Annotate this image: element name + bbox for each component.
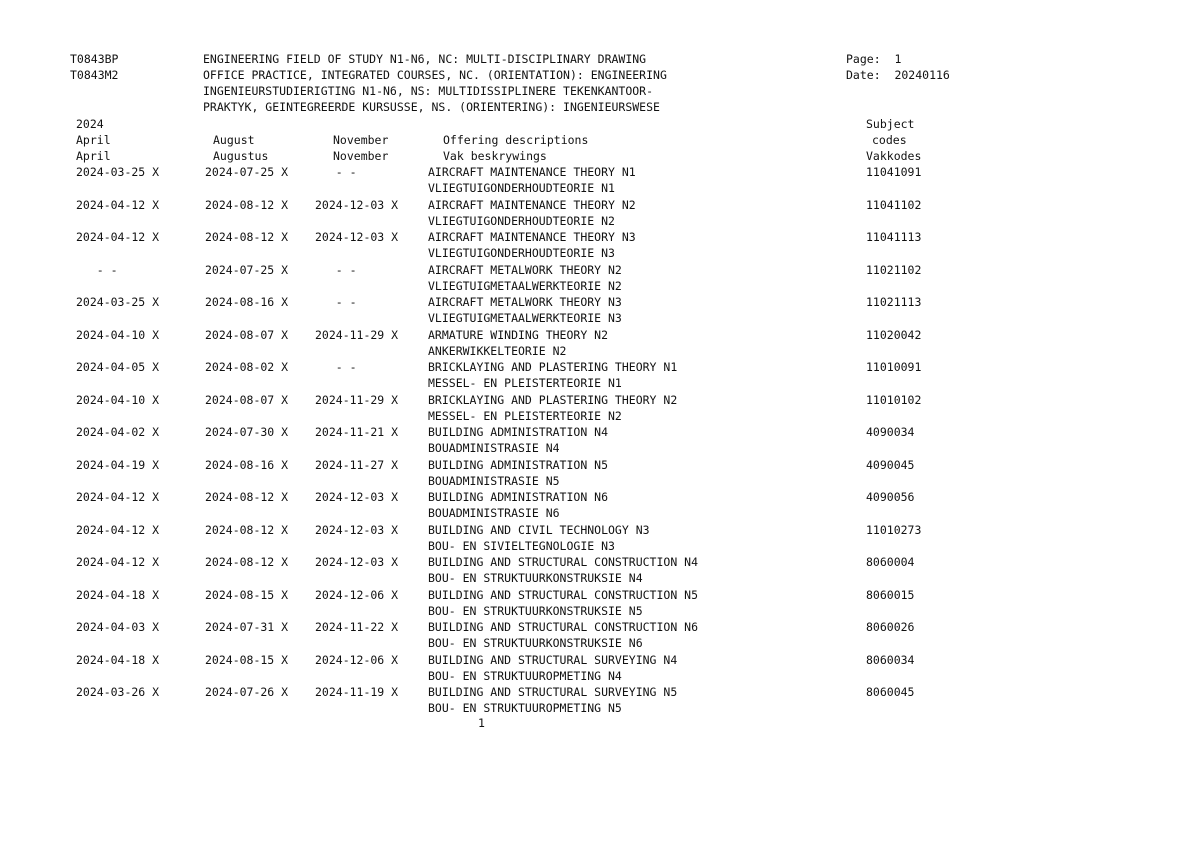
offering-description-af: BOU- EN STRUKTUUROPMETING N4 [428, 669, 622, 683]
april-date: - - [76, 263, 118, 277]
offering-description-af: BOU- EN STRUKTUURKONSTRUKSIE N5 [428, 604, 643, 618]
document-heading-line: INGENIEURSTUDIERIGTING N1-N6, NS: MULTIDISSIPLINERE TEKENKANTOOR- [203, 84, 654, 98]
august-date: 2024-08-15 X [205, 653, 289, 667]
april-date: 2024-03-25 X [76, 165, 160, 179]
subject-code: 8060045 [866, 685, 915, 699]
subject-code: 8060015 [866, 588, 915, 602]
offering-description: BUILDING AND CIVIL TECHNOLOGY N3 [428, 523, 650, 537]
april-date: 2024-04-12 X [76, 523, 160, 537]
november-date: 2024-11-19 X [315, 685, 399, 699]
subject-code: 11041091 [866, 165, 922, 179]
august-date: 2024-07-25 X [205, 263, 289, 277]
november-date: 2024-12-03 X [315, 555, 399, 569]
november-date: - - [315, 295, 357, 309]
april-date: 2024-04-19 X [76, 458, 160, 472]
subject-header: Subject [866, 117, 915, 131]
subject-code: 4090056 [866, 490, 915, 504]
november-date: 2024-12-06 X [315, 653, 399, 667]
subject-code: 11020042 [866, 328, 922, 342]
november-date: - - [315, 263, 357, 277]
subject-code: 8060004 [866, 555, 915, 569]
april-date: 2024-03-26 X [76, 685, 160, 699]
november-date: 2024-12-03 X [315, 523, 399, 537]
august-header-af: Augustus [213, 149, 269, 163]
august-date: 2024-08-07 X [205, 328, 289, 342]
offering-description-af: VLIEGTUIGONDERHOUDTEORIE N1 [428, 181, 615, 195]
offering-description: AIRCRAFT MAINTENANCE THEORY N2 [428, 198, 636, 212]
offering-description: BUILDING ADMINISTRATION N5 [428, 458, 609, 472]
subject-code: 11041113 [866, 230, 922, 244]
april-date: 2024-04-12 X [76, 230, 160, 244]
offering-description: BRICKLAYING AND PLASTERING THEORY N2 [428, 393, 678, 407]
subject-code: 8060026 [866, 620, 915, 634]
offering-description: AIRCRAFT MAINTENANCE THEORY N3 [428, 230, 636, 244]
august-header: August [213, 133, 255, 147]
offering-description: AIRCRAFT METALWORK THEORY N2 [428, 263, 622, 277]
august-date: 2024-08-15 X [205, 588, 289, 602]
august-date: 2024-08-12 X [205, 490, 289, 504]
november-date: - - [315, 360, 357, 374]
offering-description-af: MESSEL- EN PLEISTERTEORIE N1 [428, 376, 622, 390]
offering-description: BUILDING AND STRUCTURAL CONSTRUCTION N6 [428, 620, 699, 634]
subject-code: 11010273 [866, 523, 922, 537]
offering-description: BUILDING AND STRUCTURAL CONSTRUCTION N4 [428, 555, 699, 569]
november-header: November [333, 133, 389, 147]
offering-description: BUILDING AND STRUCTURAL SURVEYING N5 [428, 685, 678, 699]
april-date: 2024-04-05 X [76, 360, 160, 374]
offering-description: AIRCRAFT METALWORK THEORY N3 [428, 295, 622, 309]
offering-description-af: BOU- EN STRUKTUURKONSTRUKSIE N4 [428, 571, 643, 585]
april-date: 2024-04-02 X [76, 425, 160, 439]
august-date: 2024-07-25 X [205, 165, 289, 179]
offering-description: BRICKLAYING AND PLASTERING THEORY N1 [428, 360, 678, 374]
subject-code: 11041102 [866, 198, 922, 212]
codes-header-af: Vakkodes [866, 149, 922, 163]
august-date: 2024-08-02 X [205, 360, 289, 374]
offering-description: BUILDING ADMINISTRATION N6 [428, 490, 609, 504]
november-date: 2024-11-27 X [315, 458, 399, 472]
offering-description-af: BOU- EN STRUKTUUROPMETING N5 [428, 701, 622, 715]
april-date: 2024-04-18 X [76, 653, 160, 667]
april-header-af: April [76, 149, 111, 163]
august-date: 2024-08-16 X [205, 295, 289, 309]
subject-code: 4090034 [866, 425, 915, 439]
offering-description: BUILDING ADMINISTRATION N4 [428, 425, 609, 439]
offering-description: BUILDING AND STRUCTURAL SURVEYING N4 [428, 653, 678, 667]
april-date: 2024-03-25 X [76, 295, 160, 309]
april-date: 2024-04-12 X [76, 490, 160, 504]
offering-description: ARMATURE WINDING THEORY N2 [428, 328, 609, 342]
november-date: 2024-12-06 X [315, 588, 399, 602]
subject-code: 11021102 [866, 263, 922, 277]
august-date: 2024-07-31 X [205, 620, 289, 634]
april-header: April [76, 133, 111, 147]
offering-description: AIRCRAFT MAINTENANCE THEORY N1 [428, 165, 636, 179]
april-date: 2024-04-10 X [76, 393, 160, 407]
offering-description-af: BOU- EN SIVIELTEGNOLOGIE N3 [428, 539, 615, 553]
document-heading-line: OFFICE PRACTICE, INTEGRATED COURSES, NC. (ORIENTATION): ENGINEERING [203, 68, 667, 82]
november-date: 2024-11-29 X [315, 328, 399, 342]
april-date: 2024-04-03 X [76, 620, 160, 634]
subject-code: 8060034 [866, 653, 915, 667]
november-date: 2024-11-29 X [315, 393, 399, 407]
august-date: 2024-08-16 X [205, 458, 289, 472]
august-date: 2024-08-12 X [205, 555, 289, 569]
august-date: 2024-08-12 X [205, 523, 289, 537]
august-date: 2024-08-12 X [205, 230, 289, 244]
report-code: T0843M2 [70, 68, 119, 82]
offering-description-af: VLIEGTUIGONDERHOUDTEORIE N3 [428, 246, 615, 260]
november-date: 2024-12-03 X [315, 198, 399, 212]
november-date: 2024-12-03 X [315, 230, 399, 244]
description-header: Offering descriptions [443, 133, 589, 147]
subject-code: 4090045 [866, 458, 915, 472]
document-heading-line: PRAKTYK, GEINTEGREERDE KURSUSSE, NS. (ORIENTERING): INGENIEURSWESE [203, 100, 660, 114]
description-header-af: Vak beskrywings [443, 149, 547, 163]
offering-description-af: BOU- EN STRUKTUURKONSTRUKSIE N6 [428, 636, 643, 650]
april-date: 2024-04-18 X [76, 588, 160, 602]
november-date: 2024-12-03 X [315, 490, 399, 504]
offering-description-af: MESSEL- EN PLEISTERTEORIE N2 [428, 409, 622, 423]
august-date: 2024-08-12 X [205, 198, 289, 212]
april-date: 2024-04-10 X [76, 328, 160, 342]
report-code: T0843BP [70, 52, 119, 66]
august-date: 2024-07-30 X [205, 425, 289, 439]
footer-page-number: 1 [478, 716, 485, 730]
document-heading-line: ENGINEERING FIELD OF STUDY N1-N6, NC: MULTI-DISCIPLINARY DRAWING [203, 52, 647, 66]
year-header: 2024 [76, 117, 104, 131]
subject-code: 11021113 [866, 295, 922, 309]
offering-description: BUILDING AND STRUCTURAL CONSTRUCTION N5 [428, 588, 699, 602]
november-date: 2024-11-21 X [315, 425, 399, 439]
offering-description-af: ANKERWIKKELTEORIE N2 [428, 344, 567, 358]
november-date: - - [315, 165, 357, 179]
offering-description-af: VLIEGTUIGONDERHOUDTEORIE N2 [428, 214, 615, 228]
april-date: 2024-04-12 X [76, 198, 160, 212]
november-date: 2024-11-22 X [315, 620, 399, 634]
offering-description-af: BOUADMINISTRASIE N4 [428, 441, 560, 455]
offering-description-af: BOUADMINISTRASIE N5 [428, 474, 560, 488]
november-header-af: November [333, 149, 389, 163]
offering-description-af: VLIEGTUIGMETAALWERKTEORIE N2 [428, 279, 622, 293]
date-label: Date: 20240116 [846, 68, 950, 82]
offering-description-af: VLIEGTUIGMETAALWERKTEORIE N3 [428, 311, 622, 325]
codes-header: codes [872, 133, 907, 147]
august-date: 2024-08-07 X [205, 393, 289, 407]
subject-code: 11010091 [866, 360, 922, 374]
april-date: 2024-04-12 X [76, 555, 160, 569]
page-label: Page: 1 [846, 52, 902, 66]
august-date: 2024-07-26 X [205, 685, 289, 699]
offering-description-af: BOUADMINISTRASIE N6 [428, 506, 560, 520]
subject-code: 11010102 [866, 393, 922, 407]
